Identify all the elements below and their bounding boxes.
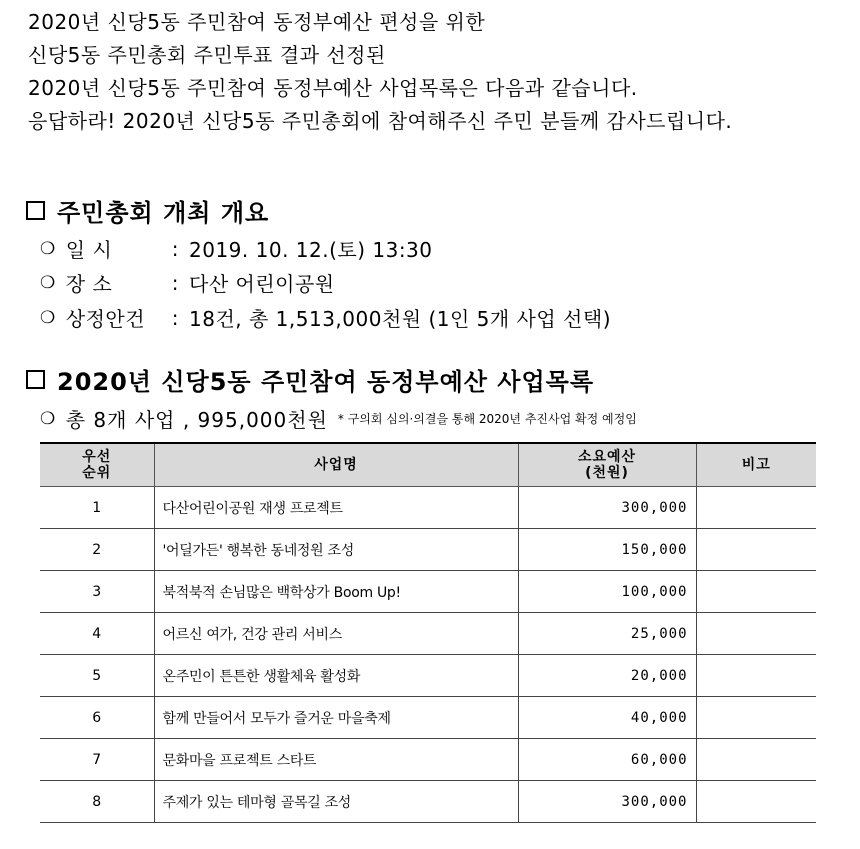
projects-heading	[26, 362, 594, 397]
rank-cell: 8	[40, 781, 154, 823]
project-name-cell: 문화마을 프로젝트 스타트	[154, 739, 518, 781]
remarks-cell	[696, 487, 816, 529]
budget-cell: 25,000	[518, 613, 696, 655]
column-header-remarks: 비고	[696, 443, 816, 487]
intro-line: 2020년 신당5동 주민참여 동정부예산 편성을 위한	[28, 10, 486, 34]
overview-item-place: ❍ 장 소 : 다산 어린이공원	[40, 268, 335, 297]
overview-item-datetime: ❍ 일 시 : 2019. 10. 12.(토) 13:30	[40, 234, 433, 263]
rank-cell: 6	[40, 697, 154, 739]
projects-table	[40, 442, 816, 823]
rank-cell: 3	[40, 571, 154, 613]
circle-bullet-icon: ❍	[40, 272, 56, 293]
budget-cell: 150,000	[518, 529, 696, 571]
column-header-name: 사업명	[154, 443, 518, 487]
rank-cell: 2	[40, 529, 154, 571]
circle-bullet-icon: ❍	[40, 238, 56, 259]
table-row	[40, 487, 816, 529]
rank-cell: 5	[40, 655, 154, 697]
budget-cell: 40,000	[518, 697, 696, 739]
table-header-row	[40, 443, 816, 487]
column-header-rank: 우선 순위	[40, 443, 154, 487]
overview-item-value: 2019. 10. 12.(토) 13:30	[189, 238, 433, 262]
budget-cell: 100,000	[518, 571, 696, 613]
overview-heading	[26, 193, 269, 228]
project-name-cell: '어딜가든' 행복한 동네정원 조성	[154, 529, 518, 571]
rank-cell: 1	[40, 487, 154, 529]
budget-cell: 300,000	[518, 781, 696, 823]
intro-line: 응답하라! 2020년 신당5동 주민총회에 참여해주신 주민 분들께 감사드립니다.	[28, 109, 733, 133]
column-header-budget: 소요예산 (천원)	[518, 443, 696, 487]
remarks-cell	[696, 571, 816, 613]
table-row	[40, 613, 816, 655]
overview-item-value: 18건, 총 1,513,000천원 (1인 5개 사업 선택)	[189, 307, 611, 331]
project-name-cell: 다산어린이공원 재생 프로젝트	[154, 487, 518, 529]
remarks-cell	[696, 655, 816, 697]
table-row	[40, 697, 816, 739]
projects-heading-text: 2020년 신당5동 주민참여 동정부예산 사업목록	[57, 368, 595, 396]
overview-heading-text: 주민총회 개최 개요	[57, 199, 270, 227]
intro-line: 신당5동 주민총회 주민투표 결과 선정된	[28, 43, 386, 67]
table-row	[40, 781, 816, 823]
overview-item-value: 다산 어린이공원	[189, 272, 335, 296]
remarks-cell	[696, 697, 816, 739]
projects-summary	[40, 404, 637, 433]
intro-line: 2020년 신당5동 주민참여 동정부예산 사업목록은 다음과 같습니다.	[28, 76, 638, 100]
circle-bullet-icon: ❍	[40, 408, 56, 429]
project-name-cell: 북적북적 손님많은 백학상가 Boom Up!	[154, 571, 518, 613]
overview-item-label: 일 시	[65, 238, 113, 262]
checkbox-square-icon	[26, 370, 45, 389]
table-row	[40, 571, 816, 613]
overview-item-agenda: ❍ 상정안건 : 18건, 총 1,513,000천원 (1인 5개 사업 선택)	[40, 303, 611, 332]
project-name-cell: 함께 만들어서 모두가 즐거운 마을축제	[154, 697, 518, 739]
remarks-cell	[696, 781, 816, 823]
projects-summary-text: 총 8개 사업 , 995,000천원	[65, 408, 328, 432]
table-row	[40, 655, 816, 697]
budget-cell: 60,000	[518, 739, 696, 781]
intro-paragraph	[28, 6, 848, 138]
table-row	[40, 739, 816, 781]
project-name-cell: 온주민이 튼튼한 생활체육 활성화	[154, 655, 518, 697]
project-name-cell: 주제가 있는 테마형 골목길 조성	[154, 781, 518, 823]
remarks-cell	[696, 739, 816, 781]
rank-cell: 4	[40, 613, 154, 655]
circle-bullet-icon: ❍	[40, 307, 56, 328]
remarks-cell	[696, 529, 816, 571]
table-row	[40, 529, 816, 571]
projects-note: * 구의회 심의·의결을 통해 2020년 추진사업 확정 예정임	[337, 412, 637, 426]
rank-cell: 7	[40, 739, 154, 781]
overview-item-label: 상정안건	[65, 307, 146, 331]
checkbox-square-icon	[26, 201, 45, 220]
overview-item-label: 장 소	[65, 272, 113, 296]
budget-cell: 300,000	[518, 487, 696, 529]
project-name-cell: 어르신 여가, 건강 관리 서비스	[154, 613, 518, 655]
budget-cell: 20,000	[518, 655, 696, 697]
remarks-cell	[696, 613, 816, 655]
